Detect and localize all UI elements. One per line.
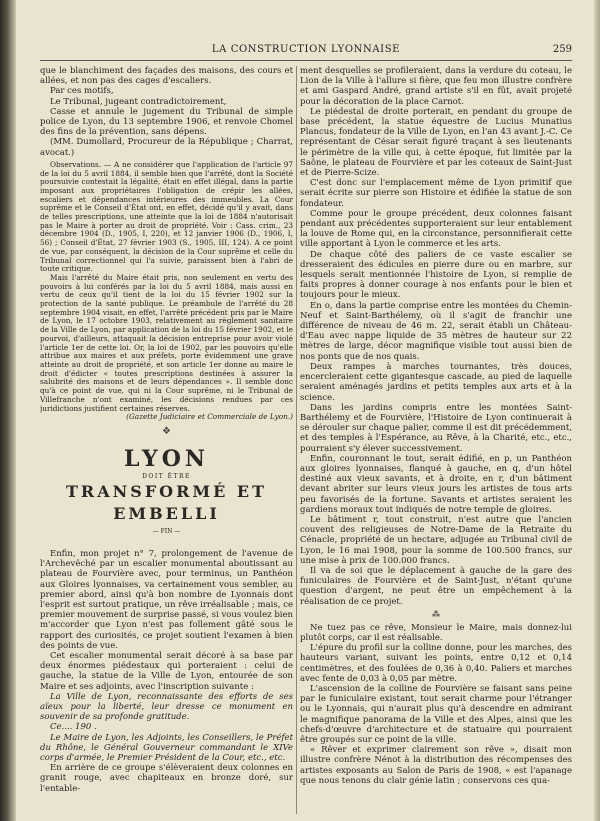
paragraph: ment desquelles se profileraient, dans la verdure du coteau, le Lion de la Ville à l'allure si fière, que feu mon illustre confrère et ami Gaspard André, grand artiste s'il en fût, avait projeté pour la décoration de la place Carnot.	[300, 66, 572, 107]
paragraph: L'ascension de la colline de Fourvière se faisant sans peine par le funiculaire existant, tout serait charme pour l'étranger ou le Lyonnais, qui n'aurait plus qu'à descendre en admirant le magnifique panorama de la Ville et des Alpes, ainsi que les chefs-d'œuvre d'architecture et de statuaire qui pourraient être groupés sur ce point de la ville.	[300, 683, 572, 745]
journal-title: LA CONSTRUCTION LYONNAISE	[211, 44, 401, 55]
paragraph: Le piédestal de droite porterait, en pendant du groupe de base précédent, la statue équestre de Lucius Munatius Plancus, fondateur de la Ville de Lyon, en l'an 43 avant J.-C. Ce représentant de César serait figuré traçant à ses lieutenants le périmètre de la ville qui, à cette époque, fut limitée par la Saône, le plateau de Fourvière et par les coteaux de Saint-Just et de Pierre-Scize.	[300, 106, 572, 179]
paragraph: Casse et annule le jugement du Tribunal de simple police de Lyon, du 13 septembre 1906, et renvoie Chomel des fins de la prévention, sans dépens.	[40, 106, 293, 138]
paragraph: Le Tribunal, jugeant contradictoirement,	[50, 96, 227, 107]
inscription-signatories: Le Maire de Lyon, les Adjoints, les Conseillers, le Préfet du Rhône, le Général Gouverneur commandant le XIVe corps d'armée, le Premier Président de la Cour, etc., etc.	[40, 732, 293, 763]
paragraph: Cet escalier monumental serait décoré à sa base par deux énormes piédestaux qui porteraient : celui de gauche, la statue de la Ville de Lyon, entourée de son Maire et ses adjoints, avec l'inscription suivante :	[40, 650, 293, 692]
paragraph: En arrière de ce groupe s'élèveraient deux colonnes en granit rouge, avec chapiteaux en bronze doré, sur l'entable-	[40, 763, 293, 794]
paragraph: Deux rampes à marches tournantes, très douces, encercleraient cette gigantesque cascade, au pied de laquelle seraient aménagés jardins et petits temples aux arts et à la science.	[300, 361, 572, 403]
asterism-divider: ⁂	[432, 609, 440, 619]
paragraph: que le blanchiment des façades des maisons, des cours et allées, et non pas des cages d'escaliers.	[40, 66, 293, 87]
inscription: La Ville de Lyon, reconnaissante des efforts de ses aïeux pour la liberté, leur dresse ce monument en souvenir de sa profonde gratitude.	[40, 691, 293, 723]
paragraph: Comme pour le groupe précédent, deux colonnes faisant pendant aux précédentes supporteraient sur leur entablement la louve de Rome qui, en la circonstance, personnifierait cette ville apportant à Lyon le commerce et les arts.	[300, 208, 572, 250]
left-column	[40, 66, 293, 817]
paragraph: Enfin, mon projet n° 7, prolongement de l'avenue de l'Archevêché par un escalier monumental aboutissant au plateau de Fourvière avec, pour terminus, un Panthéon aux Gloires lyonnaises, va certainement vous sembler, au premier abord, ainsi qu'à bon nombre de Lyonnais dont l'esprit est surtout pratique, un rêve irréalisable ; mais, ce premier mouvement de surprise passé, si vous voulez bien m'accorder que Lyon n'est pas follement gâté sous le rapport des curiosités, ce projet soutient l'examen à bien des points de vue.	[40, 548, 293, 651]
observations-note: Observations. — A ne considérer que l'application de l'article 97 de la loi du 5 avril 1884, il semble bien que l'arrêté, dont la Société poursuivie contestait la légalité, était en effet illégal, dans la partie imposant aux propriétaires l'obligation de crépir les allées, escaliers et dépendances intérieures des immeubles. La Cour suprême et le Conseil d'État ont, en effet, décidé qu'il y avait, dans de telles prescriptions, une atteinte que la loi de 1884 n'autorisait pas le Maire à porter au droit de propriété. Voir : Cass. crim., 23 décembre 1904 (D., 1905, I, 220), et 12 janvier 1906 (D., 1906, I, 56) ; Conseil d'État, 27 février 1903 (S., 1905, III, 124). A ce point de vue, par conséquent, la décision de la Cour suprême et celle du Tribunal correctionnel qui l'a suivie, paraissent bien à l'abri de toute critique.	[40, 159, 293, 274]
column-divider	[296, 66, 297, 814]
paragraph: Ne tuez pas ce rêve, Monsieur le Maire, mais donnez-lui plutôt corps, car il est réalisable.	[300, 622, 572, 643]
paragraph: Le bâtiment r, tout construit, n'est autre que l'ancien couvent des religieuses de Notre-Dame de la Retraite du Cénacle, propriété de un hectare, adjugée au Tribunal civil de Lyon, le 16 mai 1908, pour la somme de 100.500 francs, sur une mise à prix de 100.000 francs.	[300, 514, 572, 566]
article-title-connector: DOIT ÊTRE	[142, 472, 191, 480]
article-subtitle: TRANSFORMÉ ET EMBELLI	[66, 481, 267, 523]
paragraph: « Rêver et exprimer clairement son rêve », disait mon illustre confrère Nénot à la distribution des récompenses des artistes exposants au Salon de Paris de 1908, « est l'apanage que nous tenons du clair génie latin ; conservons ces qua-	[300, 745, 572, 786]
paragraph: C'est donc sur l'emplacement même de Lyon primitif que serait écrite sur pierre son Histoire et édifiée la statue de son fondateur.	[300, 178, 572, 209]
book-spine	[0, 0, 16, 821]
paragraph: En o, dans la partie comprise entre les montées du Chemin-Neuf et Saint-Barthélemy, où il s'agit de franchir une différence de niveau de 46 m. 22, serait établi un Château-d'Eau avec nappe liquide de 35 mètres de hauteur sur 22 mètres de large, décor magnifique visible tout aussi bien de nos ponts que de nos quais.	[300, 300, 572, 362]
paragraph: Enfin, couronnant le tout, serait édifié, en p, un Panthéon aux gloires lyonnaises, flanqué à gauche, en q, d'un hôtel destiné aux vieux savants, et à droite, en r, d'un bâtiment devant abriter sur leurs vieux jours les artistes de tous arts peu favorisés de la fortune. Savants et artistes seraient les gardiens moraux tout indiqués de notre temple de gloires.	[300, 453, 572, 515]
ornament-divider: ❖	[162, 425, 171, 437]
paragraph: De chaque côté des paliers de ce vaste escalier se dresseraient des édicules en pierre dure ou en marbre, sur lesquels serait mentionnée l'histoire de Lyon, si remplie de faits propres à donner courage à nos enfants pour le bien et toujours pour le mieux.	[300, 249, 572, 301]
running-header	[40, 44, 572, 61]
observations-note: Mais l'arrêté du Maire était pris, non seulement en vertu des pouvoirs à lui conférés par la loi du 5 avril 1884, mais aussi en vertu de ceux qu'il tient de la loi du 15 février 1902 sur la protection de la santé publique. Le préambule de l'arrêté du 28 septembre 1904 visait, en effet, l'arrêté précédent pris par le Maire de Lyon, le 17 octobre 1903, relativement au règlement sanitaire de la Ville de Lyon, par application de la loi du 15 février 1902, et le pourvoi, d'ailleurs, attaquait la décision entreprise pour avoir violé l'article 1er de cette loi. Or, la loi de 1902, par les pouvoirs qu'elle attribue aux maires et aux préfets, porte évidemment une grave atteinte au droit de propriété, et son article 1er donne au maire le droit d'édicter « toutes prescriptions destinées à assurer la salubrité des maisons et de leurs dépendances ». Il semble donc qu'à ce point de vue, qui ni la Cour suprême, ni le Tribunal de Villefranche n'ont examiné, les décisions rendues par ces juridictions justifient certaines réserves.	[40, 272, 293, 413]
page-number: 259	[552, 44, 572, 55]
right-column	[300, 66, 572, 817]
inscription-date: Ce.... 190 .	[50, 722, 97, 733]
paragraph: (MM. Dumollard, Procureur de la République ; Charrat, avocat.)	[40, 137, 293, 158]
paragraph: L'épure du profil sur la colline donne, pour les marches, des hauteurs variant, suivant les points, entre 0,12 et 0,14 centimètres, et des foulées de 0,36 à 0,40. Paliers et marches avec fente de 0,03 à 0,05 par mètre.	[300, 643, 572, 684]
source-citation: (Gazette Judiciaire et Commerciale de Lyon.)	[126, 412, 293, 422]
page-edge	[594, 0, 600, 821]
end-marker: — FIN —	[152, 527, 181, 535]
paragraph: Il va de soi que le déplacement à gauche de la gare des funiculaires de Fourvière et de Saint-Just, n'étant qu'une question d'argent, ne peut être un empêchement à la réalisation de ce projet.	[300, 565, 572, 607]
article-title: LYON	[123, 445, 210, 472]
paragraph: Par ces motifs,	[50, 86, 114, 97]
paragraph: Dans les jardins compris entre les montées Saint-Barthélemy et de Fourvière, l'Histoire de Lyon continuerait à se dérouler sur chaque palier, comme il est dit précédemment, et des temples à l'Espérance, au Rêve, à la Charité, etc., etc., pourraient s'y élever successivement.	[300, 402, 572, 454]
